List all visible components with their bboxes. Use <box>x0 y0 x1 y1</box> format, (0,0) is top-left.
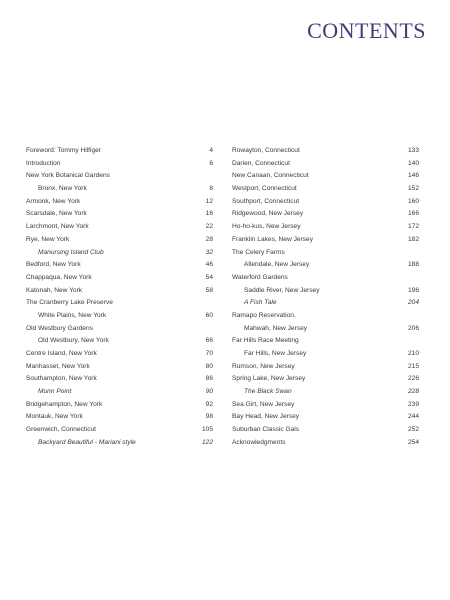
toc-entry <box>232 361 419 374</box>
toc-entry-page-number: 28 <box>205 235 213 243</box>
toc-entry-page-number: 4 <box>209 147 213 154</box>
toc-entry-page-number: 60 <box>205 311 213 319</box>
toc-entry-page-number: 8 <box>209 185 213 193</box>
toc-entry <box>26 361 213 374</box>
toc-entry <box>232 373 419 386</box>
toc-entry <box>26 285 213 298</box>
toc-entry <box>232 297 419 310</box>
toc-entry-title: Ho-ho-kus, New Jersey <box>232 223 301 231</box>
toc-entry-title: Manhasset, New York <box>26 362 90 370</box>
toc-entry-page-number: 12 <box>205 197 213 205</box>
toc-entry <box>26 183 213 196</box>
toc-entry-page-number: 146 <box>407 172 419 180</box>
toc-entry <box>26 437 213 450</box>
page-title: CONTENTS <box>307 18 426 43</box>
toc-entry-title: Armonk, New York <box>26 197 81 205</box>
toc-entry-title: A Fish Tale <box>244 299 277 307</box>
toc-entry-page-number: 133 <box>407 147 419 154</box>
toc-entry-title: Backyard Beautiful - Mariani style <box>38 438 136 446</box>
toc-entry-page-number: 86 <box>205 375 213 383</box>
toc-entry-title: The Black Swan <box>244 388 292 396</box>
toc-entry-title: Far Hills Race Meeting <box>232 337 299 345</box>
toc-entry-title: Munn Point <box>38 388 72 396</box>
toc-entry <box>232 411 419 424</box>
toc-entry-title: Spring Lake, New Jersey <box>232 375 306 383</box>
toc-entry-page-number: 90 <box>205 388 213 396</box>
toc-entry-title: Katonah, New York <box>26 286 83 294</box>
toc-entry <box>26 272 213 285</box>
toc-entry-title: Saddle River, New Jersey <box>244 286 320 294</box>
toc-entry-title: Acknowledgments <box>232 438 286 446</box>
toc-entry-page-number: 182 <box>407 235 419 243</box>
toc-entry-title: White Plains, New York <box>38 311 107 319</box>
toc-entry <box>232 310 419 323</box>
toc-entry-page-number: 92 <box>205 400 213 408</box>
toc-entry <box>26 259 213 272</box>
toc-entry <box>26 335 213 348</box>
toc-entry-title: Bronx, New York <box>38 185 87 193</box>
toc-entry-title: New Canaan, Connecticut <box>232 172 309 180</box>
toc-entry-title: Old Westbury Gardens <box>26 324 93 332</box>
toc-entry-page-number: 22 <box>205 223 213 231</box>
toc-entry <box>26 424 213 437</box>
toc-entry-page-number: 188 <box>407 261 419 269</box>
toc-entry-title: Waterford Gardens <box>232 273 288 281</box>
toc-entry-page-number: 204 <box>407 299 419 307</box>
toc-entry <box>232 285 419 298</box>
toc-entry <box>26 348 213 361</box>
toc-entry <box>26 247 213 260</box>
toc-entry-page-number: 160 <box>407 197 419 205</box>
toc-entry-title: Rowayton, Connecticut <box>232 147 300 154</box>
toc-entry <box>232 183 419 196</box>
toc-entry <box>232 208 419 221</box>
toc-entry-title: Centre Island, New York <box>26 350 97 357</box>
toc-entry <box>232 158 419 171</box>
toc-entry <box>26 386 213 399</box>
toc-entry-page-number: 58 <box>205 286 213 294</box>
toc-entry-page-number: 66 <box>205 337 213 345</box>
toc-entry-page-number: 226 <box>407 375 419 383</box>
toc-entry-page-number: 6 <box>209 159 213 167</box>
toc-entry <box>26 158 213 171</box>
toc-entry <box>232 323 419 336</box>
toc-entry-title: Montauk, New York <box>26 413 83 421</box>
toc-entry-page-number: 46 <box>205 261 213 269</box>
toc-entry <box>232 145 419 158</box>
toc-entry-page-number: 215 <box>407 362 419 370</box>
toc-entry-page-number: 152 <box>407 185 419 193</box>
toc-entry-title: New York Botanical Gardens <box>26 172 110 180</box>
toc-entry <box>26 208 213 221</box>
toc-entry-title: Ramapo Reservation, <box>232 311 296 319</box>
toc-entry <box>26 323 213 336</box>
toc-entry-page-number: 196 <box>407 286 419 294</box>
toc-entry <box>232 259 419 272</box>
toc-entry <box>232 234 419 247</box>
toc-entry-title: Darien, Connecticut <box>232 159 290 167</box>
toc-entry <box>26 297 213 310</box>
toc-entry-page-number: 210 <box>407 350 419 357</box>
toc-entry-page-number: 252 <box>407 426 419 434</box>
toc-entry-title: Suburban Classic Gals <box>232 426 300 434</box>
toc-entry-title: Bedford, New York <box>26 261 81 269</box>
toc-entry <box>26 196 213 209</box>
toc-entry <box>232 348 419 361</box>
toc-right-column <box>232 145 419 450</box>
toc-entry-page-number: 254 <box>407 438 419 446</box>
toc-entry-page-number: 105 <box>201 426 213 434</box>
toc-entry-title: Southport, Connecticut <box>232 197 300 205</box>
toc-entry-title: Old Westbury, New York <box>38 337 109 345</box>
toc-entry <box>232 221 419 234</box>
toc-entry <box>232 196 419 209</box>
toc-entry-title: Southampton, New York <box>26 375 97 383</box>
toc-entry-page-number: 16 <box>205 210 213 218</box>
toc-entry <box>26 373 213 386</box>
toc-entry-page-number: 80 <box>205 362 213 370</box>
toc-entry-title: Rye, New York <box>26 235 70 243</box>
toc-entry-title: Franklin Lakes, New Jersey <box>232 235 313 243</box>
toc-entry-page-number: 98 <box>205 413 213 421</box>
toc-entry-title: The Cranberry Lake Preserve <box>26 299 113 307</box>
toc-entry-title: Greenwich, Connecticut <box>26 426 97 434</box>
toc-entry-title: Bay Head, New Jersey <box>232 413 300 421</box>
toc-entry-title: Far Hills, New Jersey <box>244 350 307 357</box>
toc-entry-title: Rumson, New Jersey <box>232 362 295 370</box>
toc-entry-title: Sea Girt, New Jersey <box>232 400 295 408</box>
toc-entry-page-number: 172 <box>407 223 419 231</box>
toc-entry-title: Chappaqua, New York <box>26 273 92 281</box>
toc-entry-page-number: 140 <box>407 159 419 167</box>
toc-entry <box>232 386 419 399</box>
toc-entry <box>232 170 419 183</box>
toc-entry-title: Foreword: Tommy Hilfiger <box>26 147 101 154</box>
toc-entry-title: Allendale, New Jersey <box>244 261 310 269</box>
toc-entry <box>26 145 213 158</box>
toc-entry-page-number: 244 <box>407 413 419 421</box>
toc-entry-title: Mahwah, New Jersey <box>244 324 308 332</box>
toc-entry-title: Bridgehampton, New York <box>26 400 103 408</box>
toc-entry <box>232 247 419 260</box>
toc-entry <box>26 411 213 424</box>
toc-entry <box>26 310 213 323</box>
toc-entry <box>26 399 213 412</box>
toc-entry-page-number: 70 <box>205 350 213 357</box>
toc-entry-title: Larchmont, New York <box>26 223 89 231</box>
toc-entry-title: Introduction <box>26 159 61 167</box>
toc-entry <box>26 170 213 183</box>
toc-entry-page-number: 32 <box>205 248 213 256</box>
toc-entry-title: The Celery Farms <box>232 248 285 256</box>
toc-entry-page-number: 122 <box>201 438 213 446</box>
toc-entry <box>232 272 419 285</box>
toc-entry <box>232 437 419 450</box>
toc-entry <box>232 335 419 348</box>
toc-entry-title: Manursing Island Club <box>38 248 104 256</box>
toc-entry <box>26 221 213 234</box>
toc-entry <box>232 424 419 437</box>
toc-entry-title: Ridgewood, New Jersey <box>232 210 304 218</box>
toc-entry-title: Westport, Connecticut <box>232 185 297 193</box>
toc-left-column <box>26 145 213 450</box>
toc-entry-page-number: 206 <box>407 324 419 332</box>
toc-entry-page-number: 228 <box>407 388 419 396</box>
toc-entry-page-number: 166 <box>407 210 419 218</box>
toc-entry-page-number: 54 <box>205 273 213 281</box>
toc-entry <box>26 234 213 247</box>
toc-entry-title: Scarsdale, New York <box>26 210 87 218</box>
toc-entry <box>232 399 419 412</box>
toc-entry-page-number: 239 <box>407 400 419 408</box>
